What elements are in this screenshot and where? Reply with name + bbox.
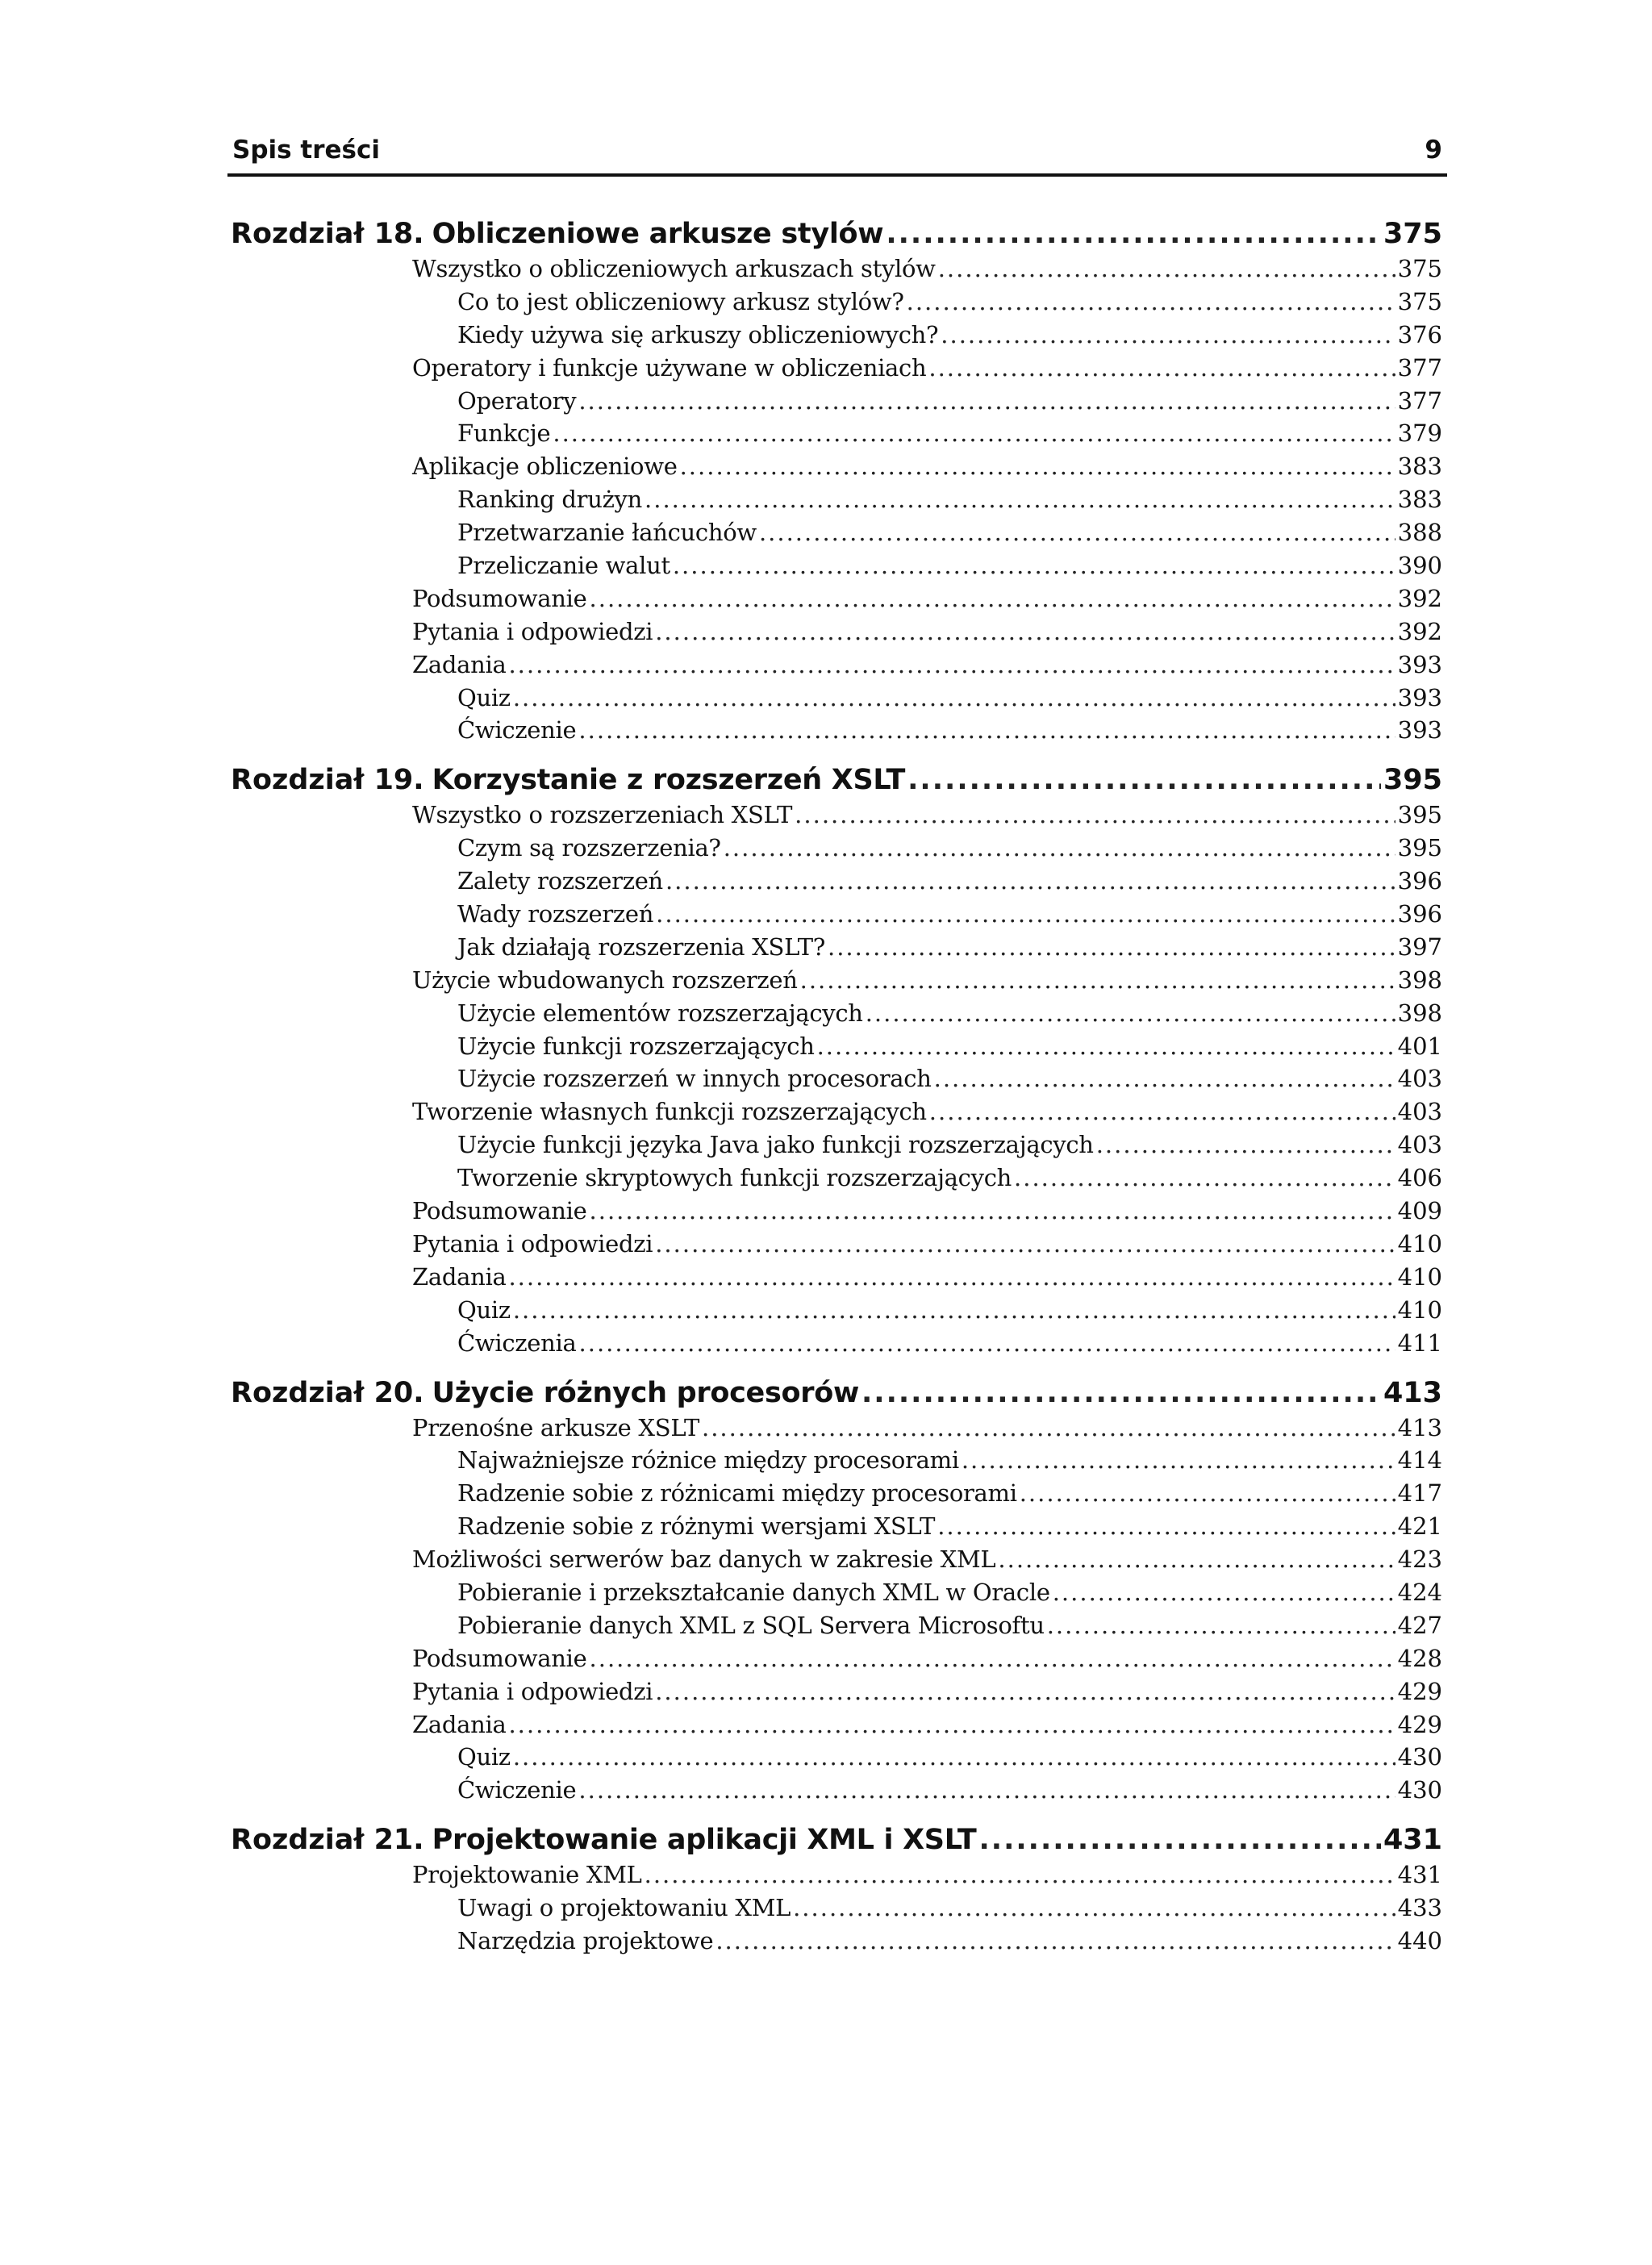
entry-page-number: 393	[1397, 716, 1442, 745]
section-entry[interactable]	[231, 651, 1442, 684]
subsection-entry[interactable]	[231, 1446, 1442, 1479]
entry-page-number: 429	[1397, 1677, 1442, 1705]
entry-title: Wszystko o rozszerzeniach XSLT	[412, 801, 793, 829]
dot-leader	[817, 1032, 1395, 1060]
entry-page-number: 427	[1397, 1611, 1442, 1639]
entry-title: Zadania	[412, 650, 507, 678]
entry-page-number: 403	[1397, 1098, 1442, 1126]
entry-title: Użycie wbudowanych rozszerzeń	[412, 966, 798, 994]
dot-leader	[655, 618, 1395, 645]
entry-page-number: 388	[1397, 519, 1442, 547]
entry-page-number: 430	[1397, 1776, 1442, 1804]
entry-page-number: 403	[1397, 1065, 1442, 1093]
entry-title: Użycie funkcji rozszerzających	[457, 1032, 815, 1060]
entry-page-number: 421	[1397, 1512, 1442, 1541]
entry-page-number: 392	[1397, 617, 1442, 645]
dot-leader	[937, 1512, 1395, 1540]
dot-leader	[793, 1894, 1395, 1921]
subsection-entry[interactable]	[231, 1612, 1442, 1645]
section-entry[interactable]	[231, 1263, 1442, 1296]
subsection-entry[interactable]	[231, 288, 1442, 321]
subsection-entry[interactable]	[231, 1512, 1442, 1545]
entry-page-number: 433	[1397, 1894, 1442, 1922]
dot-leader	[553, 419, 1395, 447]
page-header	[227, 132, 1447, 176]
section-entry[interactable]	[231, 1197, 1442, 1230]
entry-page-number: 401	[1397, 1032, 1442, 1060]
entry-title: Radzenie sobie z różnicami między procesorami	[457, 1479, 1017, 1508]
subsection-entry[interactable]	[231, 1065, 1442, 1098]
dot-leader	[907, 288, 1395, 315]
entry-title: Operatory	[457, 386, 577, 415]
chapter-title: Korzystanie z rozszerzeń XSLT	[432, 764, 906, 797]
chapter-heading[interactable]	[231, 218, 1442, 255]
dot-leader	[508, 1711, 1395, 1738]
chapter-heading[interactable]	[231, 1377, 1442, 1414]
dot-leader	[578, 387, 1395, 415]
section-entry[interactable]	[231, 453, 1442, 486]
entry-page-number: 375	[1397, 255, 1442, 282]
dot-leader	[702, 1414, 1395, 1441]
section-entry[interactable]	[231, 1645, 1442, 1678]
entry-page-number: 398	[1397, 999, 1442, 1027]
entry-page-number: 396	[1397, 867, 1442, 895]
entry-page-number: 406	[1397, 1164, 1442, 1192]
dot-leader	[1047, 1612, 1395, 1639]
chapter-heading[interactable]	[231, 764, 1442, 801]
entry-page-number: 377	[1397, 386, 1442, 415]
section-entry[interactable]	[231, 1230, 1442, 1263]
entry-title: Zalety rozszerzeń	[457, 867, 663, 895]
dot-leader	[579, 1329, 1395, 1357]
section-entry[interactable]	[231, 1414, 1442, 1447]
running-header-page-number: 9	[1425, 136, 1442, 165]
subsection-entry[interactable]	[231, 1927, 1442, 1960]
dot-leader	[861, 1377, 1381, 1409]
dot-leader	[907, 764, 1381, 796]
entry-title: Najważniejsze różnice między procesorami	[457, 1446, 959, 1475]
subsection-entry[interactable]	[231, 834, 1442, 867]
section-entry[interactable]	[231, 255, 1442, 288]
subsection-entry[interactable]	[231, 867, 1442, 900]
dot-leader	[978, 1824, 1380, 1856]
entry-title: Przetwarzanie łańcuchów	[457, 519, 757, 547]
entry-title: Pobieranie danych XML z SQL Servera Microsoftu	[457, 1611, 1045, 1639]
entry-title: Zadania	[412, 1710, 507, 1738]
entry-page-number: 410	[1397, 1262, 1442, 1291]
entry-title: Czym są rozszerzenia?	[457, 834, 721, 862]
chapter-number: Rozdział 19.	[231, 764, 424, 797]
entry-title: Pytania i odpowiedzi	[412, 617, 653, 645]
chapter-heading[interactable]	[231, 1824, 1442, 1861]
dot-leader	[655, 1230, 1395, 1258]
entry-page-number: 375	[1397, 287, 1442, 315]
dot-leader	[938, 255, 1395, 282]
entry-title: Pytania i odpowiedzi	[412, 1677, 653, 1705]
dot-leader	[680, 453, 1395, 480]
entry-title: Podsumowanie	[412, 584, 587, 612]
subsection-entry[interactable]	[231, 1479, 1442, 1512]
dot-leader	[928, 354, 1395, 382]
entry-page-number: 410	[1397, 1295, 1442, 1324]
entry-page-number: 417	[1397, 1479, 1442, 1508]
chapter-number: Rozdział 21.	[231, 1824, 424, 1857]
dot-leader	[929, 1098, 1395, 1125]
entry-page-number: 397	[1397, 932, 1442, 961]
chapter-title: Projektowanie aplikacji XML i XSLT	[432, 1824, 977, 1857]
subsection-entry[interactable]	[231, 1329, 1442, 1362]
dot-leader	[866, 999, 1395, 1027]
entry-title: Użycie rozszerzeń w innych procesorach	[457, 1065, 932, 1093]
dot-leader	[513, 684, 1395, 711]
entry-page-number: 409	[1397, 1197, 1442, 1225]
subsection-entry[interactable]	[231, 716, 1442, 749]
dot-leader	[508, 1263, 1395, 1291]
entry-title: Jak działają rozszerzenia XSLT?	[457, 932, 825, 961]
dot-leader	[886, 218, 1381, 250]
entry-page-number: 396	[1397, 900, 1442, 928]
entry-page-number: 429	[1397, 1710, 1442, 1738]
running-header-title: Spis treści	[232, 136, 380, 165]
entry-page-number: 393	[1397, 683, 1442, 711]
section-entry[interactable]	[231, 354, 1442, 387]
section-entry[interactable]	[231, 1861, 1442, 1894]
section-entry[interactable]	[231, 1678, 1442, 1711]
entry-page-number: 403	[1397, 1131, 1442, 1159]
entry-page-number: 383	[1397, 486, 1442, 514]
entry-title: Narzędzia projektowe	[457, 1926, 714, 1954]
subsection-entry[interactable]	[231, 321, 1442, 354]
dot-leader	[645, 486, 1395, 513]
entry-title: Kiedy używa się arkuszy obliczeniowych?	[457, 320, 939, 348]
section-entry[interactable]	[231, 1711, 1442, 1744]
entry-title: Pytania i odpowiedzi	[412, 1229, 653, 1258]
dot-leader	[800, 966, 1395, 994]
chapter-number: Rozdział 20.	[231, 1376, 424, 1409]
subsection-entry[interactable]	[231, 387, 1442, 420]
chapter-page-number: 431	[1383, 1824, 1442, 1857]
entry-title: Uwagi o projektowaniu XML	[457, 1894, 791, 1922]
dot-leader	[962, 1446, 1395, 1474]
entry-page-number: 428	[1397, 1644, 1442, 1672]
entry-title: Ćwiczenie	[457, 716, 577, 745]
dot-leader	[828, 933, 1395, 961]
entry-title: Zadania	[412, 1262, 507, 1291]
section-entry[interactable]	[231, 801, 1442, 834]
entry-page-number: 383	[1397, 453, 1442, 481]
entry-page-number: 390	[1397, 552, 1442, 580]
header-rule	[227, 173, 1447, 177]
dot-leader	[795, 801, 1395, 828]
chapter-page-number: 375	[1383, 218, 1442, 250]
entry-title: Radzenie sobie z różnymi wersjami XSLT	[457, 1512, 936, 1541]
subsection-entry[interactable]	[231, 1164, 1442, 1197]
entry-page-number: 411	[1397, 1329, 1442, 1357]
subsection-entry[interactable]	[231, 1743, 1442, 1776]
subsection-entry[interactable]	[231, 684, 1442, 717]
entry-title: Quiz	[457, 683, 511, 711]
entry-page-number: 424	[1397, 1578, 1442, 1606]
entry-title: Operatory i funkcje używane w obliczeniach	[412, 353, 927, 382]
dot-leader	[941, 321, 1395, 348]
dot-leader	[724, 834, 1395, 861]
entry-page-number: 393	[1397, 650, 1442, 678]
entry-title: Ćwiczenie	[457, 1776, 577, 1804]
entry-title: Wady rozszerzeń	[457, 900, 654, 928]
entry-title: Co to jest obliczeniowy arkusz stylów?	[457, 287, 904, 315]
entry-title: Quiz	[457, 1743, 511, 1771]
entry-page-number: 430	[1397, 1743, 1442, 1771]
dot-leader	[590, 1197, 1395, 1224]
entry-title: Przeliczanie walut	[457, 552, 670, 580]
chapter-title: Użycie różnych procesorów	[432, 1376, 859, 1409]
entry-page-number: 398	[1397, 966, 1442, 994]
dot-leader	[513, 1743, 1395, 1771]
entry-title: Możliwości serwerów baz danych w zakresie XML	[412, 1545, 996, 1574]
entry-page-number: 395	[1397, 801, 1442, 829]
entry-title: Pobieranie i przekształcanie danych XML w Oracle	[457, 1578, 1050, 1606]
entry-page-number: 440	[1397, 1926, 1442, 1954]
dot-leader	[665, 867, 1395, 895]
entry-title: Aplikacje obliczeniowe	[412, 453, 678, 481]
section-entry[interactable]	[231, 966, 1442, 999]
subsection-entry[interactable]	[231, 486, 1442, 519]
dot-leader	[590, 585, 1395, 612]
dot-leader	[578, 1776, 1395, 1804]
dot-leader	[508, 651, 1395, 678]
entry-title: Ćwiczenia	[457, 1329, 577, 1357]
entry-title: Ranking drużyn	[457, 486, 643, 514]
dot-leader	[645, 1861, 1395, 1888]
entry-title: Przenośne arkusze XSLT	[412, 1413, 699, 1441]
subsection-entry[interactable]	[231, 1776, 1442, 1809]
dot-leader	[590, 1645, 1395, 1672]
entry-title: Podsumowanie	[412, 1644, 587, 1672]
entry-page-number: 413	[1397, 1413, 1442, 1441]
subsection-entry[interactable]	[231, 1131, 1442, 1164]
subsection-entry[interactable]	[231, 1296, 1442, 1329]
subsection-entry[interactable]	[231, 1579, 1442, 1612]
dot-leader	[655, 1678, 1395, 1705]
subsection-entry[interactable]	[231, 900, 1442, 933]
chapter-page-number: 413	[1383, 1376, 1442, 1409]
subsection-entry[interactable]	[231, 519, 1442, 552]
dot-leader	[998, 1545, 1395, 1573]
entry-page-number: 376	[1397, 320, 1442, 348]
entry-page-number: 431	[1397, 1861, 1442, 1889]
table-of-contents	[231, 218, 1442, 1960]
subsection-entry[interactable]	[231, 933, 1442, 966]
section-entry[interactable]	[231, 1545, 1442, 1579]
chapter-title: Obliczeniowe arkusze stylów	[432, 218, 884, 250]
dot-leader	[1020, 1479, 1395, 1507]
dot-leader	[673, 552, 1395, 579]
dot-leader	[513, 1296, 1395, 1324]
entry-title: Funkcje	[457, 419, 551, 448]
subsection-entry[interactable]	[231, 999, 1442, 1032]
entry-title: Tworzenie własnych funkcji rozszerzających	[412, 1098, 927, 1126]
entry-title: Wszystko o obliczeniowych arkuszach stylów	[412, 255, 936, 282]
entry-title: Użycie funkcji języka Java jako funkcji rozszerzających	[457, 1131, 1094, 1159]
entry-page-number: 410	[1397, 1229, 1442, 1258]
dot-leader	[759, 519, 1395, 546]
subsection-entry[interactable]	[231, 1032, 1442, 1066]
subsection-entry[interactable]	[231, 1894, 1442, 1927]
chapter-number: Rozdział 18.	[231, 218, 424, 250]
entry-page-number: 379	[1397, 419, 1442, 448]
subsection-entry[interactable]	[231, 419, 1442, 453]
section-entry[interactable]	[231, 1098, 1442, 1131]
entry-page-number: 423	[1397, 1545, 1442, 1574]
entry-title: Quiz	[457, 1295, 511, 1324]
dot-leader	[1014, 1164, 1395, 1191]
chapter-page-number: 395	[1383, 764, 1442, 797]
dot-leader	[715, 1927, 1395, 1954]
dot-leader	[578, 716, 1395, 744]
entry-page-number: 414	[1397, 1446, 1442, 1475]
section-entry[interactable]	[231, 585, 1442, 618]
entry-title: Projektowanie XML	[412, 1861, 642, 1889]
entry-title: Podsumowanie	[412, 1197, 587, 1225]
section-entry[interactable]	[231, 618, 1442, 651]
entry-title: Tworzenie skryptowych funkcji rozszerzających	[457, 1164, 1012, 1192]
entry-page-number: 392	[1397, 584, 1442, 612]
dot-leader	[1053, 1579, 1395, 1606]
dot-leader	[934, 1065, 1395, 1092]
entry-title: Użycie elementów rozszerzających	[457, 999, 863, 1027]
dot-leader	[1096, 1131, 1395, 1158]
entry-page-number: 395	[1397, 834, 1442, 862]
entry-page-number: 377	[1397, 353, 1442, 382]
dot-leader	[656, 900, 1395, 928]
subsection-entry[interactable]	[231, 552, 1442, 585]
